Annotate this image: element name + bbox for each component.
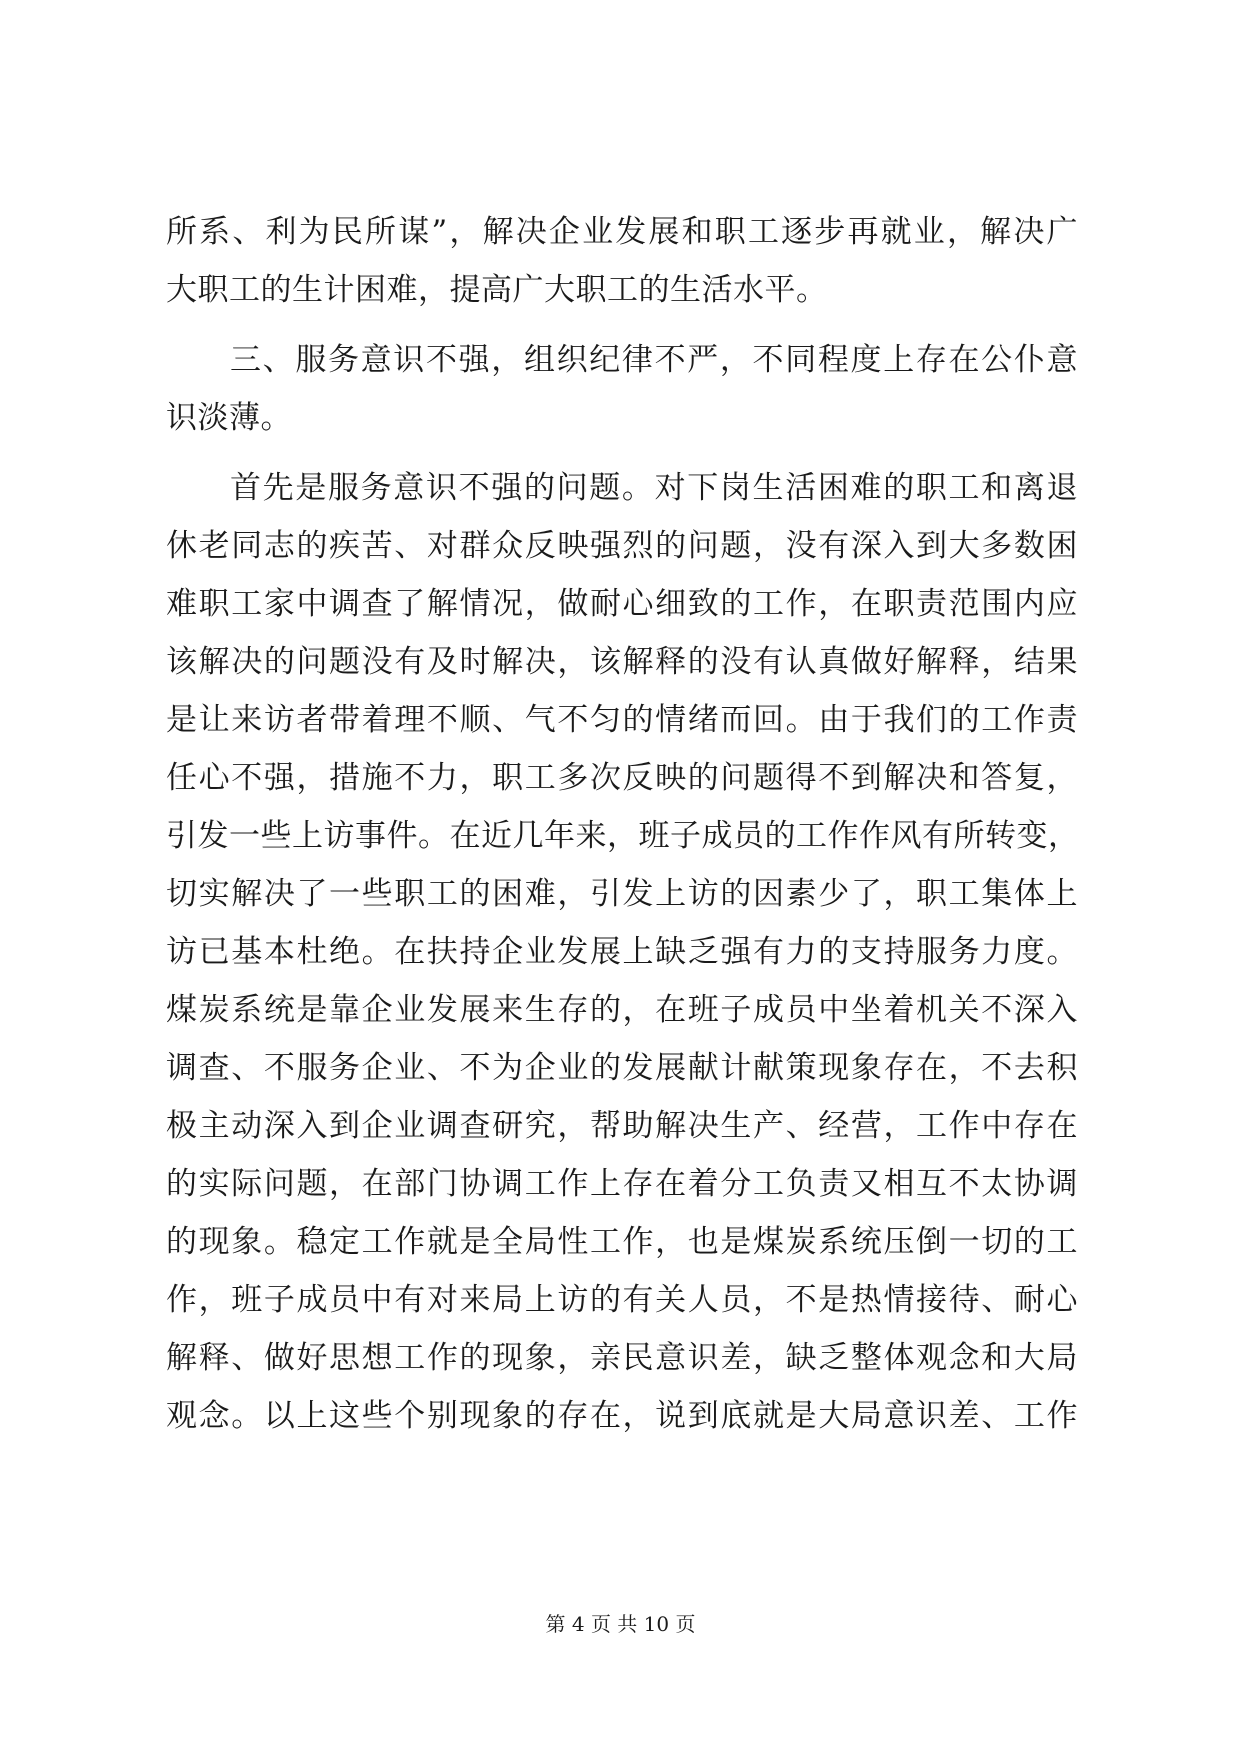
text-line: 休老同志的疾苦、对群众反映强烈的问题，没有深入到大多数困 bbox=[166, 528, 1078, 564]
text-line: 作，班子成员中有对来局上访的有关人员，不是热情接待、耐心 bbox=[166, 1282, 1078, 1318]
text-line: 所系、利为民所谋”，解决企业发展和职工逐步再就业，解决广 bbox=[166, 214, 1078, 250]
text-line: 的实际问题，在部门协调工作上存在着分工负责又相互不太协调 bbox=[166, 1166, 1078, 1202]
text-line: 难职工家中调查了解情况，做耐心细致的工作，在职责范围内应 bbox=[166, 586, 1078, 622]
text-line: 煤炭系统是靠企业发展来生存的，在班子成员中坐着机关不深入 bbox=[166, 992, 1078, 1028]
document-body bbox=[166, 203, 1078, 1445]
text-line: 调查、不服务企业、不为企业的发展献计献策现象存在，不去积 bbox=[166, 1050, 1078, 1086]
text-line: 大职工的生计困难，提高广大职工的生活水平。 bbox=[166, 272, 828, 308]
text-line: 任心不强，措施不力，职工多次反映的问题得不到解决和答复， bbox=[166, 760, 1078, 796]
text-line: 解释、做好思想工作的现象，亲民意识差，缺乏整体观念和大局 bbox=[166, 1340, 1078, 1376]
page-number-footer: 第 4 页 共 10 页 bbox=[545, 1612, 696, 1636]
text-line: 引发一些上访事件。在近几年来，班子成员的工作作风有所转变， bbox=[166, 818, 1080, 854]
text-line: 极主动深入到企业调查研究，帮助解决生产、经营，工作中存在 bbox=[166, 1108, 1078, 1144]
section-heading-line: 三、服务意识不强，组织纪律不严，不同程度上存在公仆意 bbox=[230, 342, 1078, 378]
text-line: 切实解决了一些职工的困难，引发上访的因素少了，职工集体上 bbox=[166, 876, 1078, 912]
text-line: 该解决的问题没有及时解决，该解释的没有认真做好解释，结果 bbox=[166, 644, 1078, 680]
text-line: 访已基本杜绝。在扶持企业发展上缺乏强有力的支持服务力度。 bbox=[166, 934, 1078, 970]
text-line: 观念。以上这些个别现象的存在，说到底就是大局意识差、工作 bbox=[166, 1398, 1078, 1434]
text-line: 首先是服务意识不强的问题。对下岗生活困难的职工和离退 bbox=[230, 470, 1078, 506]
text-line: 的现象。稳定工作就是全局性工作，也是煤炭系统压倒一切的工 bbox=[166, 1224, 1078, 1260]
section-heading-line: 识淡薄。 bbox=[166, 400, 292, 436]
text-line: 是让来访者带着理不顺、气不匀的情绪而回。由于我们的工作责 bbox=[166, 702, 1078, 738]
